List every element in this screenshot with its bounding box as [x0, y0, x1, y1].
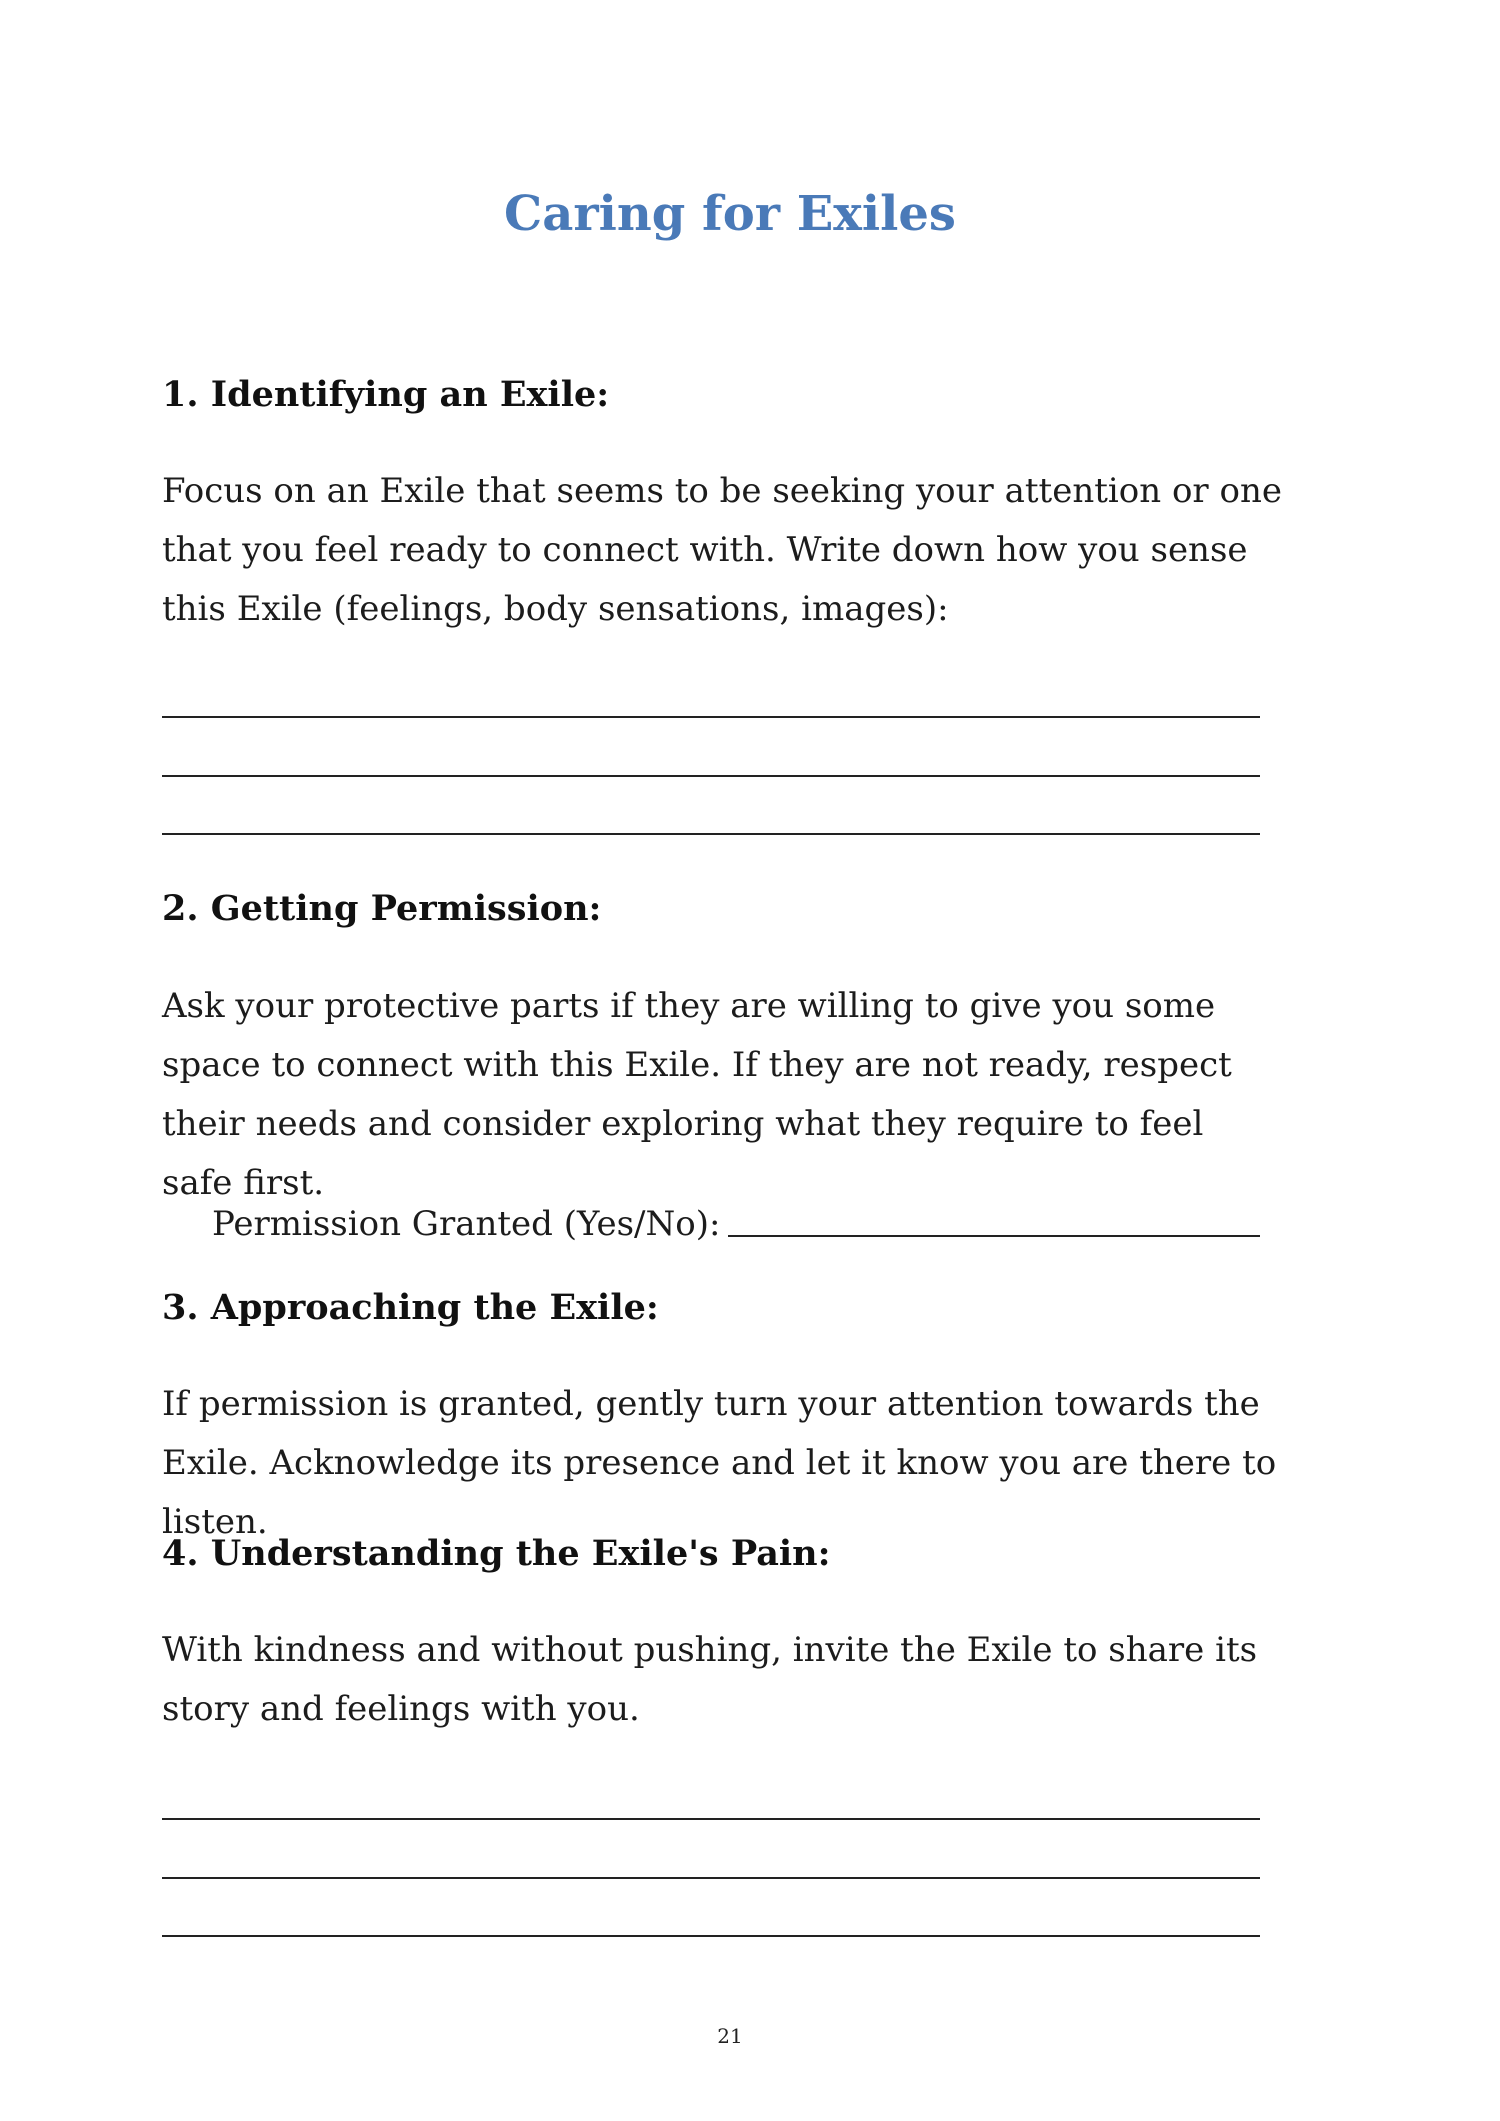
section-heading-approaching: 3. Approaching the Exile: [162, 1287, 659, 1328]
permission-field [212, 1192, 1260, 1244]
permission-answer-line[interactable] [728, 1197, 1260, 1237]
section-heading-understanding: 4. Understanding the Exile's Pain: [162, 1533, 831, 1574]
answer-line-4[interactable] [162, 1818, 1260, 1820]
section-body-identifying: Focus on an Exile that seems to be seeking your attention or one that you feel ready to connect with. Write down how you sense this Exile (feelings, body sensations, images): [162, 471, 1282, 629]
permission-label: Permission Granted (Yes/No): [212, 1204, 721, 1244]
page-number: 21 [717, 2024, 743, 2048]
section-body-understanding: With kindness and without pushing, invite the Exile to share its story and feelings with you. [162, 1630, 1258, 1729]
answer-line-2[interactable] [162, 775, 1260, 777]
section-heading-identifying: 1. Identifying an Exile: [162, 374, 610, 415]
section-body-permission: Ask your protective parts if they are willing to give you some space to connect with this Exile. If they are not ready, respect their needs and consider exploring what they require to feel safe first. [162, 986, 1232, 1203]
answer-line-3[interactable] [162, 833, 1260, 835]
answer-line-5[interactable] [162, 1877, 1260, 1879]
page-title: Caring for Exiles [504, 186, 956, 242]
answer-line-1[interactable] [162, 716, 1260, 718]
answer-line-6[interactable] [162, 1935, 1260, 1937]
section-body-approaching: If permission is granted, gently turn your attention towards the Exile. Acknowledge its presence and let it know you are there to listen. [162, 1384, 1277, 1542]
section-heading-permission: 2. Getting Permission: [162, 888, 602, 929]
